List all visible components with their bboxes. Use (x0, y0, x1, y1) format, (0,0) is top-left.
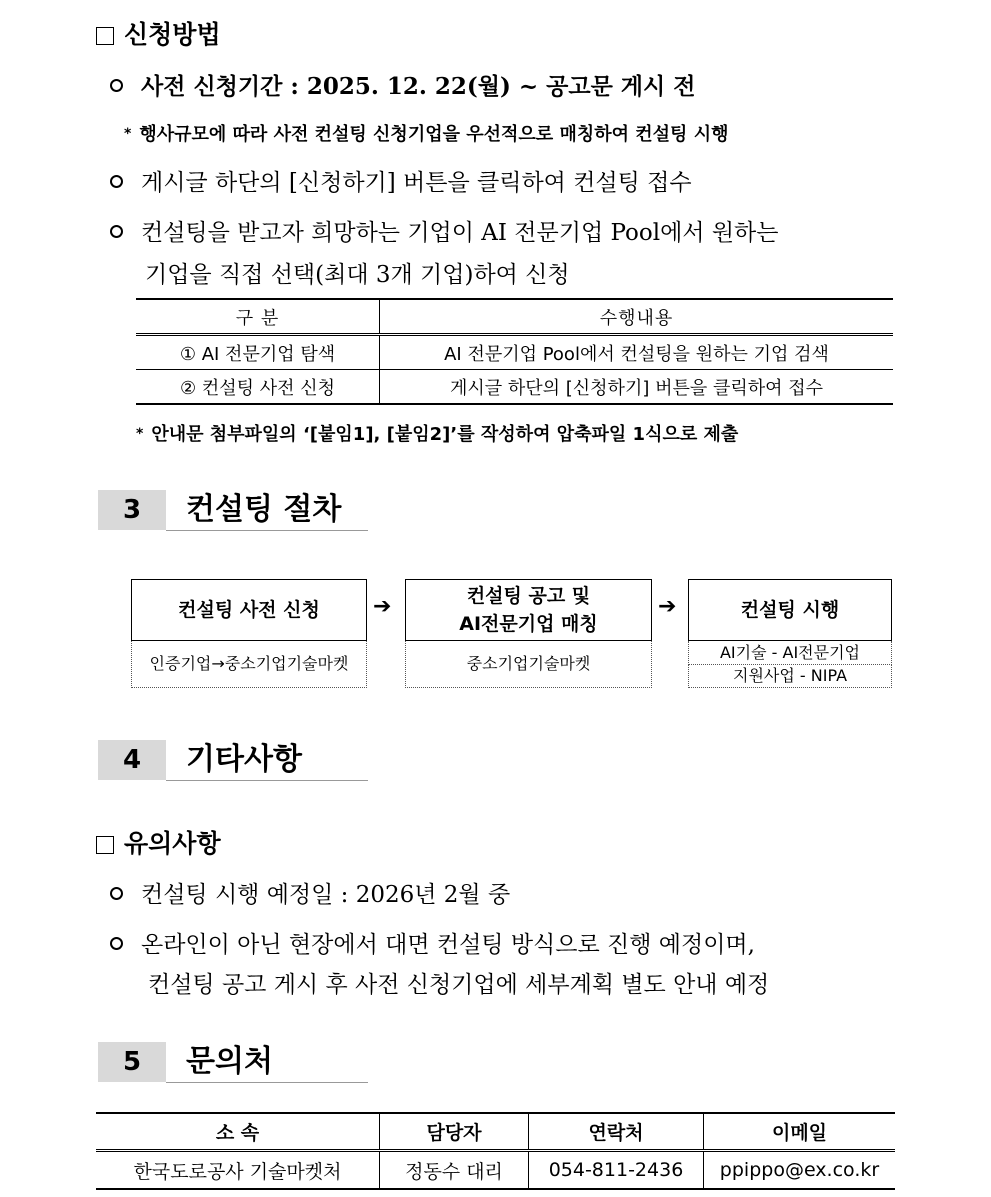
flow-step-3-sub-2: 지원사업 - NIPA (688, 665, 892, 688)
notice-bullet-2-line2: 컨설팅 공고 게시 후 사전 신청기업에 세부계획 별도 안내 예정 (148, 972, 770, 998)
circle-bullet-icon (110, 79, 123, 92)
table-row (136, 370, 893, 405)
flow-step-3-sub-1: AI기술 - AI전문기업 (688, 641, 892, 665)
section-underline (166, 1082, 368, 1083)
contact-table (96, 1112, 895, 1190)
section-4-header (98, 740, 368, 784)
circle-bullet-icon (110, 225, 123, 238)
table-cell: AI 전문기업 Pool에서 컨설팅을 원하는 기업 검색 (380, 335, 894, 370)
table-header: 구 분 (136, 299, 380, 335)
section-underline (166, 780, 368, 781)
table-header: 이메일 (704, 1113, 896, 1151)
apply-period-note: * 행사규모에 따라 사전 컨설팅 신청기업을 우선적으로 매칭하여 컨설팅 시행 (124, 124, 729, 145)
flow-step-2-sub: 중소기업기술마켓 (405, 641, 652, 688)
notice-bullet-1: 컨설팅 시행 예정일 : 2026년 2월 중 (110, 876, 510, 909)
apply-select-line1: 컨설팅을 받고자 희망하는 기업이 AI 전문기업 Pool에서 원하는 (110, 214, 778, 247)
contact-person: 정동수 대리 (380, 1151, 529, 1190)
table-cell: ① AI 전문기업 탐색 (136, 335, 380, 370)
arrow-right-icon: ➔ (658, 594, 677, 619)
apply-period: 사전 신청기간 : 2025. 12. 22(월) ~ 공고문 게시 전 (110, 68, 695, 101)
checkbox-square-icon (96, 27, 114, 45)
circle-bullet-icon (110, 175, 123, 188)
section-3-header (98, 490, 368, 534)
table-header: 담당자 (380, 1113, 529, 1151)
notice-heading: 유의사항 (96, 824, 221, 860)
contact-email[interactable]: ppippo@ex.co.kr (704, 1151, 896, 1190)
section-underline (166, 530, 368, 531)
section-number: 5 (98, 1042, 166, 1082)
arrow-right-icon: ➔ (373, 594, 392, 619)
flow-step-2: 컨설팅 공고 및 AI전문기업 매칭 (405, 579, 652, 641)
table-header: 소 속 (96, 1113, 380, 1151)
table-cell: ② 컨설팅 사전 신청 (136, 370, 380, 405)
flow-step-1-sub: 인증기업→중소기업기술마켓 (131, 641, 367, 688)
table-row (96, 1151, 895, 1190)
section-number: 3 (98, 490, 166, 530)
table-header: 수행내용 (380, 299, 894, 335)
notice-bullet-2: 온라인이 아닌 현장에서 대면 컨설팅 방식으로 진행 예정이며, (110, 926, 755, 959)
section-5-header (98, 1042, 368, 1086)
circle-bullet-icon (110, 937, 123, 950)
section-title: 문의처 (186, 1044, 273, 1079)
section-number: 4 (98, 740, 166, 780)
table-row (136, 335, 893, 370)
table-header: 연락처 (529, 1113, 704, 1151)
apply-step-bullet: 게시글 하단의 [신청하기] 버튼을 클릭하여 컨설팅 접수 (110, 164, 692, 197)
section-title: 기타사항 (186, 742, 302, 777)
checkbox-square-icon (96, 836, 114, 854)
table-cell: 게시글 하단의 [신청하기] 버튼을 클릭하여 접수 (380, 370, 894, 405)
contact-phone: 054-811-2436 (529, 1151, 704, 1190)
flow-step-1: 컨설팅 사전 신청 (131, 579, 367, 641)
circle-bullet-icon (110, 887, 123, 900)
apply-select-line2: 기업을 직접 선택(최대 3개 기업)하여 신청 (145, 262, 570, 288)
attach-note: * 안내문 첨부파일의 ‘[붙임1], [붙임2]’를 작성하여 압축파일 1식으로 제출 (136, 424, 739, 445)
flow-step-3: 컨설팅 시행 (688, 579, 892, 641)
apply-steps-table (136, 298, 893, 405)
apply-heading: 신청방법 (96, 15, 221, 51)
section-title: 컨설팅 절차 (186, 492, 342, 527)
contact-org: 한국도로공사 기술마켓처 (96, 1151, 380, 1190)
